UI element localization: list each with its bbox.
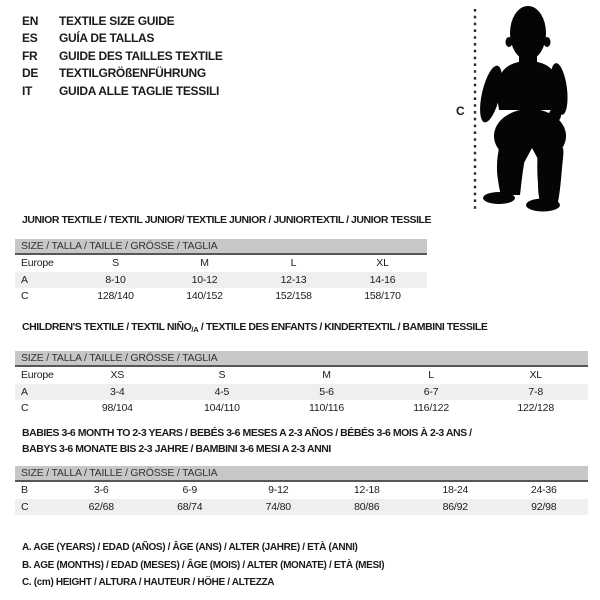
row-label: A bbox=[15, 272, 71, 289]
cell: L bbox=[428, 369, 434, 382]
cell: 110/116 bbox=[308, 402, 344, 415]
cell: 6-9 bbox=[182, 484, 198, 497]
language-title: TEXTILGRÖßENFÜHRUNG bbox=[59, 66, 206, 81]
cell: 5-6 bbox=[274, 384, 379, 401]
cell: XL bbox=[529, 369, 542, 382]
cell: M bbox=[200, 257, 209, 270]
cell: 62/68 bbox=[57, 499, 146, 516]
cell: 98/104 bbox=[101, 402, 133, 415]
language-row bbox=[22, 65, 223, 82]
cell: 10-12 bbox=[160, 272, 249, 289]
table-row bbox=[15, 288, 427, 305]
row-label: B bbox=[21, 484, 28, 497]
language-title: TEXTILE SIZE GUIDE bbox=[59, 14, 175, 28]
cell: 4-5 bbox=[170, 384, 275, 401]
cell: 80/86 bbox=[323, 499, 412, 516]
cell: S bbox=[218, 369, 226, 382]
table-row bbox=[15, 272, 427, 289]
footnote-a: A. AGE (YEARS) / EDAD (AÑOS) / ÂGE (ANS) / ALTER (JAHRE) / ETÀ (ANNI) bbox=[22, 542, 358, 553]
language-row bbox=[22, 13, 223, 30]
cell: 92/98 bbox=[500, 499, 589, 516]
children-title-part2: / TEXTILE DES ENFANTS / KINDERTEXTIL / BAMBINI TESSILE bbox=[198, 321, 488, 333]
children-size-table bbox=[15, 351, 588, 417]
footnotes bbox=[22, 539, 384, 592]
footnote-c: C. (cm) HEIGHT / ALTURA / HAUTEUR / HÖHE / ALTEZZA bbox=[22, 577, 275, 589]
children-section-title bbox=[22, 321, 487, 334]
language-code: FR bbox=[22, 48, 38, 63]
height-figure bbox=[450, 4, 600, 216]
cell: 18-24 bbox=[442, 484, 469, 497]
cell: 14-16 bbox=[338, 272, 427, 289]
row-label: C bbox=[15, 499, 57, 516]
language-code: DE bbox=[22, 66, 39, 81]
cell: 9-12 bbox=[268, 484, 289, 497]
cell: 12-18 bbox=[353, 484, 380, 497]
language-title: GUÍA DE TALLAS bbox=[59, 31, 155, 46]
cell: 104/110 bbox=[204, 402, 240, 415]
size-header: SIZE / TALLA / TAILLE / GRÖSSE / TAGLIA bbox=[15, 466, 588, 481]
cell: 24-36 bbox=[530, 484, 557, 497]
size-header: SIZE / TALLA / TAILLE / GRÖSSE / TAGLIA bbox=[15, 351, 588, 366]
cell: L bbox=[290, 257, 297, 270]
table-row bbox=[15, 400, 588, 417]
language-row bbox=[22, 83, 223, 100]
cell: XL bbox=[376, 257, 389, 270]
junior-section-title: JUNIOR TEXTILE / TEXTIL JUNIOR/ TEXTILE JUNIOR / JUNIORTEXTIL / JUNIOR TESSILE bbox=[22, 214, 432, 226]
cell: 3-4 bbox=[65, 384, 170, 401]
cell: 3-6 bbox=[93, 484, 109, 497]
cell: 152/158 bbox=[275, 290, 312, 303]
language-title-block bbox=[22, 13, 223, 100]
baby-silhouette-shape bbox=[476, 6, 570, 163]
language-row bbox=[22, 30, 223, 47]
cell: 116/122 bbox=[413, 402, 449, 415]
language-code: ES bbox=[22, 31, 38, 46]
cell: 158/170 bbox=[364, 290, 401, 303]
children-title-subscript: /A bbox=[191, 325, 199, 334]
cell: 140/152 bbox=[186, 290, 223, 303]
row-label: A bbox=[15, 384, 65, 401]
language-title: GUIDE DES TAILLES TEXTILE bbox=[59, 48, 223, 63]
cell: 74/80 bbox=[234, 499, 323, 516]
table-row bbox=[15, 481, 588, 499]
cell: M bbox=[322, 369, 331, 382]
babies-size-table bbox=[15, 466, 588, 515]
height-line-label-c: C bbox=[456, 104, 465, 118]
table-row bbox=[15, 384, 588, 401]
cell: 86/92 bbox=[411, 499, 500, 516]
size-header-row bbox=[15, 351, 588, 366]
row-label: C bbox=[21, 402, 29, 415]
footnote-b: B. AGE (MONTHS) / EDAD (MESES) / ÂGE (MOIS) / ALTER (MONATE) / ETÀ (MESI) bbox=[22, 559, 385, 571]
cell: 8-10 bbox=[71, 272, 160, 289]
children-title-part1: CHILDREN'S TEXTILE / TEXTIL NIÑO bbox=[22, 321, 192, 333]
size-header-row bbox=[15, 239, 427, 254]
cell: S bbox=[112, 257, 119, 270]
row-label: Europe bbox=[21, 257, 54, 270]
cell: 7-8 bbox=[483, 384, 588, 401]
size-header: SIZE / TALLA / TAILLE / GRÖSSE / TAGLIA bbox=[15, 239, 427, 254]
cell: 12-13 bbox=[249, 272, 338, 289]
language-code: EN bbox=[22, 14, 39, 28]
cell: 122/128 bbox=[517, 402, 554, 415]
junior-size-table bbox=[15, 239, 427, 305]
babies-title-line2: BABYS 3-6 MONATE BIS 2-3 JAHRE / BAMBINI 3-6 MESI A 2-3 ANNI bbox=[22, 442, 331, 455]
cell: XS bbox=[110, 369, 125, 382]
row-label: C bbox=[21, 290, 29, 303]
cell: 6-7 bbox=[379, 384, 484, 401]
babies-title-line1: BABIES 3-6 MONTH TO 2-3 YEARS / BEBÉS 3-6 MESES A 2-3 AÑOS / BÉBÉS 3-6 MOIS À 2-3 ANS / bbox=[22, 427, 472, 439]
language-code: IT bbox=[22, 83, 33, 98]
row-label: Europe bbox=[21, 369, 54, 382]
cell: 68/74 bbox=[146, 499, 235, 516]
language-row bbox=[22, 48, 223, 65]
cell: 128/140 bbox=[97, 290, 134, 303]
babies-section-title bbox=[22, 426, 472, 458]
baby-silhouette-icon bbox=[450, 4, 600, 216]
table-row bbox=[15, 499, 588, 516]
table-row bbox=[15, 254, 427, 272]
table-row bbox=[15, 366, 588, 384]
language-title: GUIDA ALLE TAGLIE TESSILI bbox=[59, 83, 220, 98]
size-header-row bbox=[15, 466, 588, 481]
